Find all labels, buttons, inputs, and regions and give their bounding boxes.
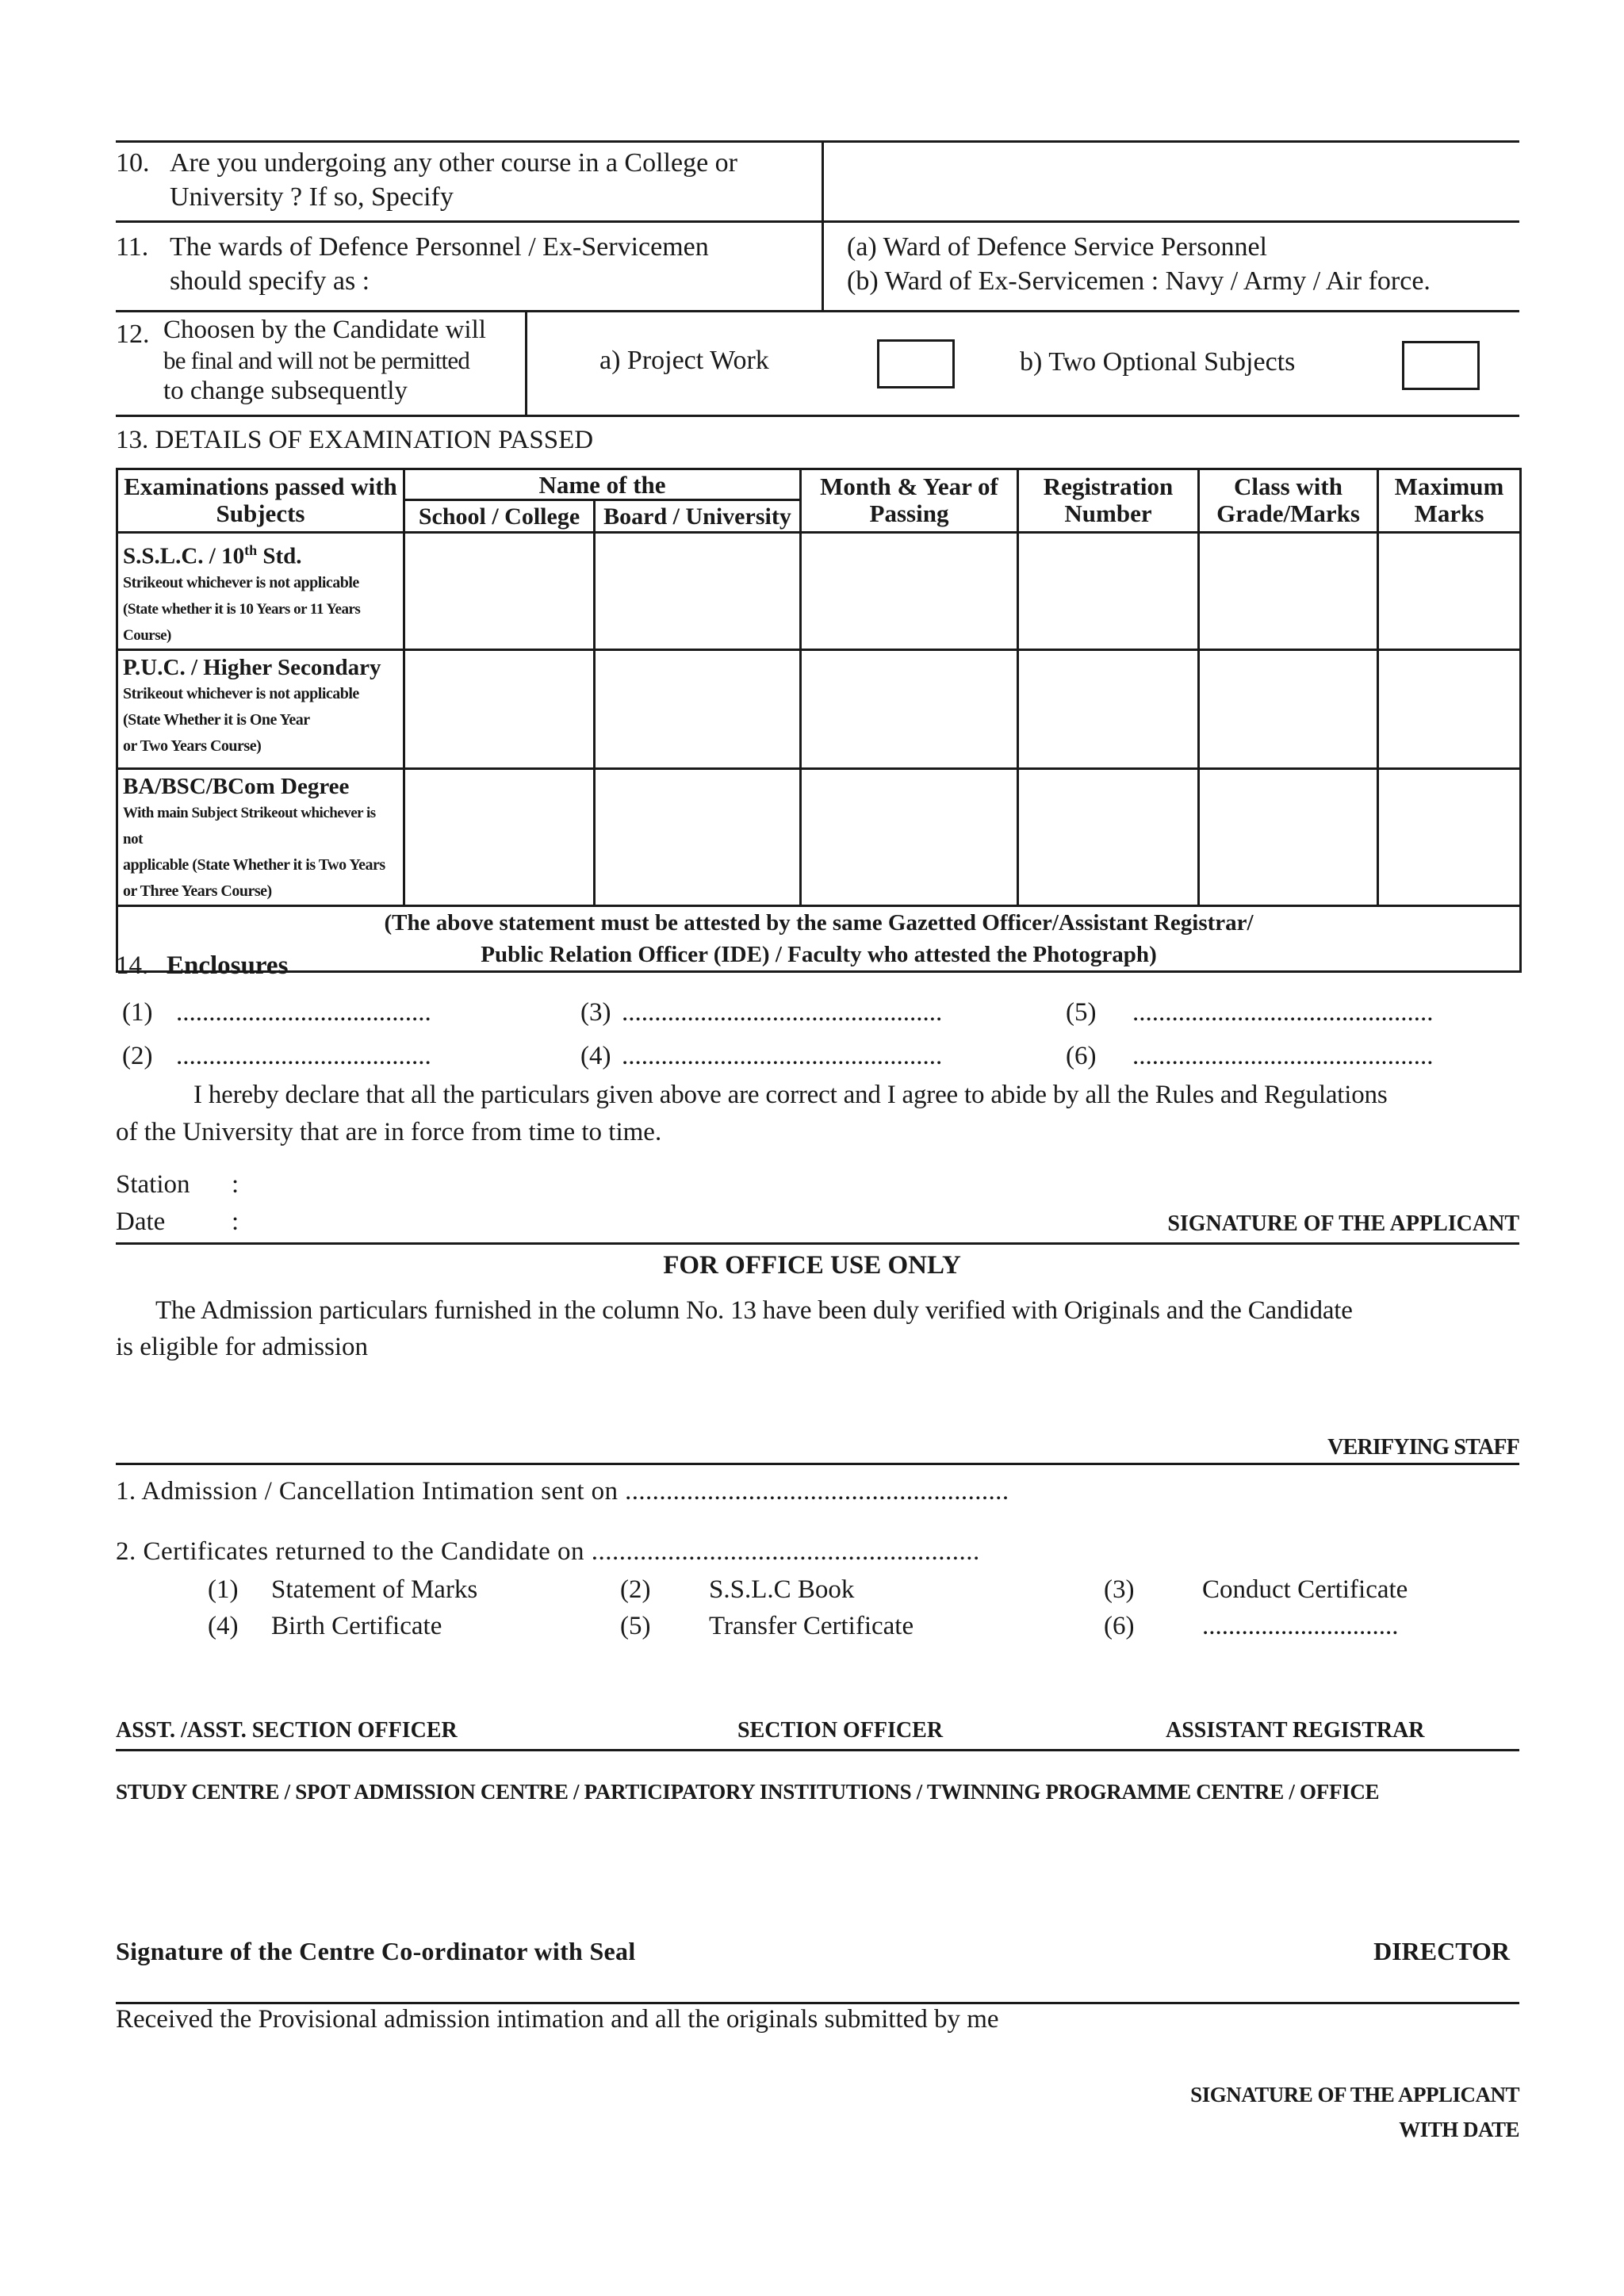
cell-puc-month-year[interactable] [801, 649, 1018, 768]
cell-sslc-month-year[interactable] [801, 533, 1018, 650]
q10-question-line1: Are you undergoing any other course in a College or [170, 148, 738, 178]
row-note: With main Subject Strikeout whichever is not [123, 804, 376, 848]
asst-section-officer-label: ASST. /ASST. SECTION OFFICER [116, 1718, 458, 1743]
cell-degree-school[interactable] [404, 768, 595, 905]
q12-number: 12. [116, 320, 150, 349]
enclosure-5-label: (5) [1066, 998, 1097, 1027]
cell-sslc-class[interactable] [1199, 533, 1378, 650]
cell-sslc-registration[interactable] [1018, 533, 1199, 650]
row-degree-label [117, 768, 404, 905]
enclosure-5-field[interactable]: .............................................. [1132, 998, 1434, 1027]
office-use-title: FOR OFFICE USE ONLY [663, 1251, 961, 1280]
q11-question-line1: The wards of Defence Personnel / Ex-Servicemen [170, 232, 709, 262]
cert-3-name: Conduct Certificate [1202, 1575, 1408, 1604]
cert-6-num: (6) [1104, 1612, 1135, 1640]
header-school: School / College [404, 500, 595, 533]
q12-note-line1: Choosen by the Candidate will [163, 316, 486, 344]
enclosure-1-label: (1) [122, 998, 153, 1027]
enclosure-2-label: (2) [122, 1042, 153, 1070]
rule-q12-divider [525, 310, 527, 415]
cell-puc-registration[interactable] [1018, 649, 1199, 768]
cell-degree-registration[interactable] [1018, 768, 1199, 905]
q13-title: 13. DETAILS OF EXAMINATION PASSED [116, 426, 594, 454]
enclosure-6-field[interactable]: .............................................. [1132, 1042, 1434, 1070]
cell-puc-class[interactable] [1199, 649, 1378, 768]
row-note: Strikeout whichever is not applicable [123, 684, 359, 702]
q14-number: 14. [116, 951, 149, 980]
enclosure-4-label: (4) [580, 1042, 611, 1070]
rule-q10-divider [822, 140, 824, 312]
row-sslc-label [117, 533, 404, 650]
declaration-line2: of the University that are in force from time to time. [116, 1118, 662, 1146]
date-colon: : [232, 1207, 239, 1236]
q10-question-line2: University ? If so, Specify [170, 182, 454, 212]
header-board: Board / University [595, 500, 801, 533]
header-maximum: Maximum Marks [1378, 469, 1521, 533]
header-name-of-the: Name of the [404, 469, 801, 500]
row-note: applicable (State Whether it is Two Years [123, 855, 385, 874]
signature-applicant-date-line1: SIGNATURE OF THE APPLICANT [1190, 2083, 1519, 2107]
admission-intimation-line[interactable]: 1. Admission / Cancellation Intimation sent on ........................................................ [116, 1477, 1009, 1506]
rule-verifying-staff [116, 1463, 1519, 1465]
header-exams: Examinations passed with Subjects [117, 469, 404, 533]
rule-q12-bottom [116, 415, 1519, 417]
verifying-staff-label: VERIFYING STAFF [1327, 1435, 1519, 1460]
q11-question-line2: should specify as : [170, 266, 370, 296]
q10-answer-field[interactable] [825, 143, 1519, 219]
section-officer-label: SECTION OFFICER [737, 1718, 944, 1743]
row-note: or Two Years Course) [123, 737, 262, 755]
verify-line1: The Admission particulars furnished in the column No. 13 have been duly verified with Originals and the Candidate [155, 1296, 1353, 1325]
row-title: S.S.L.C. / 10th Std. [123, 542, 302, 569]
q12-note-line3: to change subsequently [163, 377, 408, 405]
enclosure-3-label: (3) [580, 998, 611, 1027]
declaration-line1: I hereby declare that all the particulars given above are correct and I agree to abide by all the Rules and Regulations [193, 1081, 1388, 1109]
row-title: BA/BSC/BCom Degree [123, 773, 350, 799]
header-month-year: Month & Year of Passing [801, 469, 1018, 533]
rule-officers [116, 1749, 1519, 1751]
attest-line1: (The above statement must be attested by the same Gazetted Officer/Assistant Registrar/ [384, 909, 1254, 936]
cell-degree-maximum[interactable] [1378, 768, 1521, 905]
q12-optional-subjects-checkbox[interactable] [1402, 341, 1480, 390]
q12-option-a-label: a) Project Work [599, 346, 769, 375]
q14-title: Enclosures [167, 951, 289, 980]
enclosure-3-field[interactable]: ................................................. [622, 998, 943, 1027]
signature-of-applicant-label: SIGNATURE OF THE APPLICANT [1167, 1211, 1519, 1236]
row-note: or Three Years Course) [123, 882, 272, 900]
q12-note-line2: be final and will not be permitted [163, 346, 470, 374]
cell-sslc-board[interactable] [595, 533, 801, 650]
centres-label: STUDY CENTRE / SPOT ADMISSION CENTRE / PARTICIPATORY INSTITUTIONS / TWINNING PROGRAMME CENTRE / OFFICE [116, 1780, 1380, 1804]
coordinator-signature-label: Signature of the Centre Co-ordinator with Seal [116, 1937, 636, 1965]
enclosure-2-field[interactable]: ....................................... [176, 1042, 431, 1070]
table-row [117, 649, 1521, 768]
q12-option-b-label: b) Two Optional Subjects [1020, 347, 1296, 377]
date-field[interactable] [254, 1205, 650, 1238]
cert-5-num: (5) [620, 1612, 651, 1640]
cell-puc-school[interactable] [404, 649, 595, 768]
header-registration: Registration Number [1018, 469, 1199, 533]
cell-puc-maximum[interactable] [1378, 649, 1521, 768]
row-title: P.U.C. / Higher Secondary [123, 654, 381, 680]
cell-puc-board[interactable] [595, 649, 801, 768]
attest-note [117, 905, 1521, 971]
attest-line2: Public Relation Officer (IDE) / Faculty who attested the Photograph) [481, 941, 1157, 967]
cert-5-name: Transfer Certificate [709, 1612, 914, 1640]
cell-degree-board[interactable] [595, 768, 801, 905]
rule-q10-bottom [116, 220, 1519, 223]
table-row [117, 768, 1521, 905]
assistant-registrar-label: ASSISTANT REGISTRAR [1166, 1718, 1425, 1743]
cell-sslc-school[interactable] [404, 533, 595, 650]
director-label: DIRECTOR [1373, 1937, 1510, 1965]
row-puc-label [117, 649, 404, 768]
row-note: (State Whether it is One Year [123, 710, 310, 729]
enclosure-1-field[interactable]: ....................................... [176, 998, 431, 1027]
cert-4-name: Birth Certificate [271, 1612, 442, 1640]
header-class: Class with Grade/Marks [1199, 469, 1378, 533]
cert-1-num: (1) [208, 1575, 239, 1604]
cell-sslc-maximum[interactable] [1378, 533, 1521, 650]
station-field[interactable] [254, 1168, 650, 1201]
q10-number: 10. [116, 148, 150, 178]
cert-2-name: S.S.L.C Book [709, 1575, 855, 1604]
cert-3-num: (3) [1104, 1575, 1135, 1604]
exam-details-table [116, 468, 1522, 973]
cert-6-field[interactable]: .............................. [1202, 1612, 1399, 1640]
q12-project-work-checkbox[interactable] [877, 339, 955, 388]
certificates-returned-line[interactable]: 2. Certificates returned to the Candidate on ........................................................ [116, 1537, 980, 1566]
attest-row [117, 905, 1521, 971]
cert-4-num: (4) [208, 1612, 239, 1640]
q11-option-b[interactable]: (b) Ward of Ex-Servicemen : Navy / Army / Air force. [847, 266, 1431, 296]
station-label: Station [116, 1170, 190, 1199]
verify-line2: is eligible for admission [116, 1333, 369, 1361]
q11-option-a[interactable]: (a) Ward of Defence Service Personnel [847, 232, 1268, 262]
cert-2-num: (2) [620, 1575, 651, 1604]
cell-degree-month-year[interactable] [801, 768, 1018, 905]
cell-degree-class[interactable] [1199, 768, 1378, 905]
rule-q11-bottom [116, 310, 1519, 312]
received-line: Received the Provisional admission intimation and all the originals submitted by me [116, 2005, 999, 2034]
date-label: Date [116, 1207, 166, 1236]
table-row [117, 533, 1521, 650]
row-note: (State whether it is 10 Years or 11 Years Course) [123, 600, 361, 644]
enclosure-6-label: (6) [1066, 1042, 1097, 1070]
station-colon: : [232, 1170, 239, 1199]
row-note: Strikeout whichever is not applicable [123, 573, 359, 591]
signature-applicant-date-line2: WITH DATE [1399, 2118, 1519, 2141]
q11-number: 11. [116, 232, 149, 262]
rule-office-top [116, 1242, 1519, 1245]
enclosure-4-field[interactable]: ................................................. [622, 1042, 943, 1070]
cert-1-name: Statement of Marks [271, 1575, 478, 1604]
